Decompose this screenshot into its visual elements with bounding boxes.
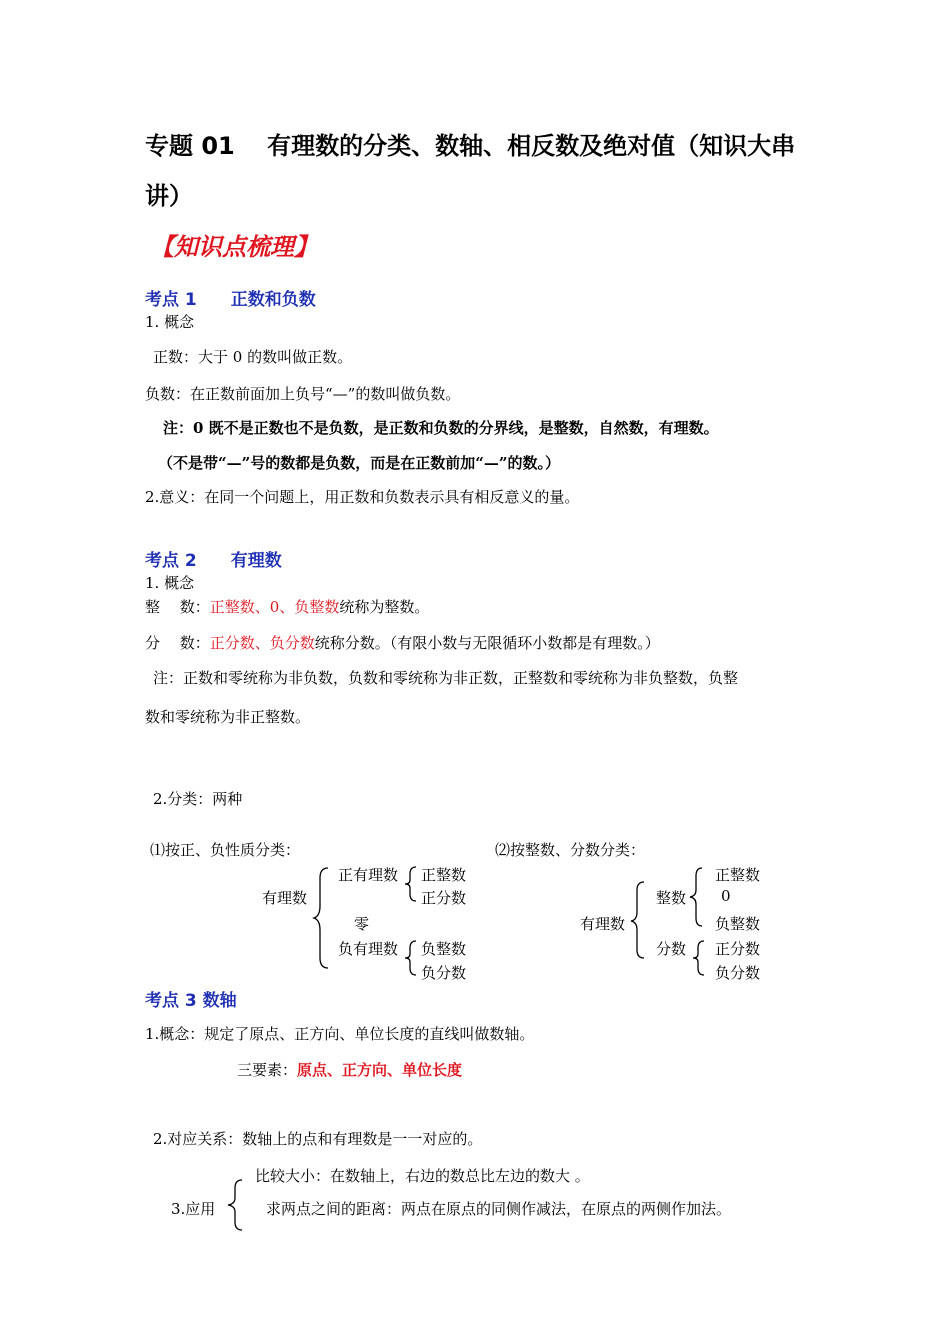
- class2-integer: 整数: [656, 889, 687, 907]
- kp3-three-elements: [237, 1059, 462, 1080]
- fraction-suffix: 统称分数。（有限小数与无限循环小数都是有理数。）: [314, 634, 660, 652]
- kp2-integer-line: [145, 596, 429, 617]
- kp2-classify: 2.分类：两种: [153, 790, 243, 808]
- kp1-note2: （不是带“—”号的数都是负数，而是在正数前加“—”的数。）: [158, 454, 561, 472]
- class1-zero: 零: [354, 915, 370, 933]
- class2-positive-fraction: 正分数: [715, 940, 761, 958]
- class1-root: 有理数: [262, 889, 308, 907]
- class1-label: ⑴按正、负性质分类：: [150, 841, 301, 859]
- fraction-red-terms: 正分数、负分数: [209, 634, 315, 652]
- class2-negative-fraction: 负分数: [715, 964, 761, 982]
- class2-fraction: 分数: [656, 940, 687, 958]
- kp3-concept: 1.概念：规定了原点、正方向、单位长度的直线叫做数轴。: [145, 1025, 535, 1043]
- kp3-app2: 求两点之间的距离：两点在原点的同侧作减法，在原点的两侧作加法。: [266, 1200, 732, 1218]
- three-elements-prefix: 三要素：: [237, 1061, 298, 1079]
- kp1-note1: 注：0 既不是正数也不是负数，是正数和负数的分界线，是整数，自然数，有理数。: [163, 419, 719, 437]
- class1-positive: 正有理数: [338, 866, 399, 884]
- section-heading: 【知识点梳理】: [150, 232, 318, 261]
- kp1-concept: 1. 概念: [145, 313, 195, 331]
- class1-positive-brace: [404, 866, 418, 902]
- class1-negative-brace: [404, 940, 418, 976]
- three-elements-red: 原点、正方向、单位长度: [297, 1061, 463, 1079]
- kp1-meaning: 2.意义：在同一个问题上，用正数和负数表示具有相反意义的量。: [145, 488, 580, 506]
- kp3-heading: 考点 3 数轴: [145, 991, 237, 1011]
- kp2-concept: 1. 概念: [145, 574, 195, 592]
- kp3-app-brace: [226, 1178, 244, 1232]
- page-title-line1: 专题 01 有理数的分类、数轴、相反数及绝对值（知识大串: [145, 132, 796, 160]
- kp2-heading: 考点 2 有理数: [145, 551, 282, 571]
- class1-positive-fraction: 正分数: [421, 889, 467, 907]
- class2-positive-integer: 正整数: [715, 866, 761, 884]
- kp2-fraction-line: [145, 632, 660, 653]
- class1-main-brace: [314, 866, 330, 970]
- class2-root: 有理数: [580, 915, 626, 933]
- class2-integer-brace: [688, 866, 704, 928]
- page-title-line2: 讲）: [145, 182, 193, 210]
- class2-label: ⑵按整数、分数分类：: [495, 841, 646, 859]
- class2-zero: 0: [721, 887, 731, 905]
- kp1-heading: 考点 1 正数和负数: [145, 290, 316, 310]
- class1-positive-integer: 正整数: [421, 866, 467, 884]
- class2-fraction-brace: [692, 940, 706, 976]
- integer-red-terms: 正整数、0、负整数: [209, 598, 340, 616]
- kp2-note-line1: 注：正数和零统称为非负数，负数和零统称为非正数，正整数和零统称为非负整数，负整: [153, 669, 739, 687]
- kp3-app1: 比较大小：在数轴上，右边的数总比左边的数大 。: [255, 1167, 590, 1185]
- integer-prefix: 整 数：: [145, 598, 210, 616]
- kp3-app-label: 3.应用: [171, 1200, 216, 1218]
- kp1-negative: 负数：在正数前面加上负号“—”的数叫做负数。: [145, 385, 461, 403]
- class2-main-brace: [630, 880, 646, 960]
- class1-negative-integer: 负整数: [421, 940, 467, 958]
- kp1-positive: 正数：大于 0 的数叫做正数。: [153, 348, 353, 366]
- kp2-note-line2: 数和零统称为非正整数。: [145, 708, 311, 726]
- integer-suffix: 统称为整数。: [339, 598, 430, 616]
- class1-negative-fraction: 负分数: [421, 964, 467, 982]
- fraction-prefix: 分 数：: [145, 634, 210, 652]
- kp3-correspond: 2.对应关系：数轴上的点和有理数是一一对应的。: [153, 1130, 483, 1148]
- class2-negative-integer: 负整数: [715, 915, 761, 933]
- class1-negative: 负有理数: [338, 940, 399, 958]
